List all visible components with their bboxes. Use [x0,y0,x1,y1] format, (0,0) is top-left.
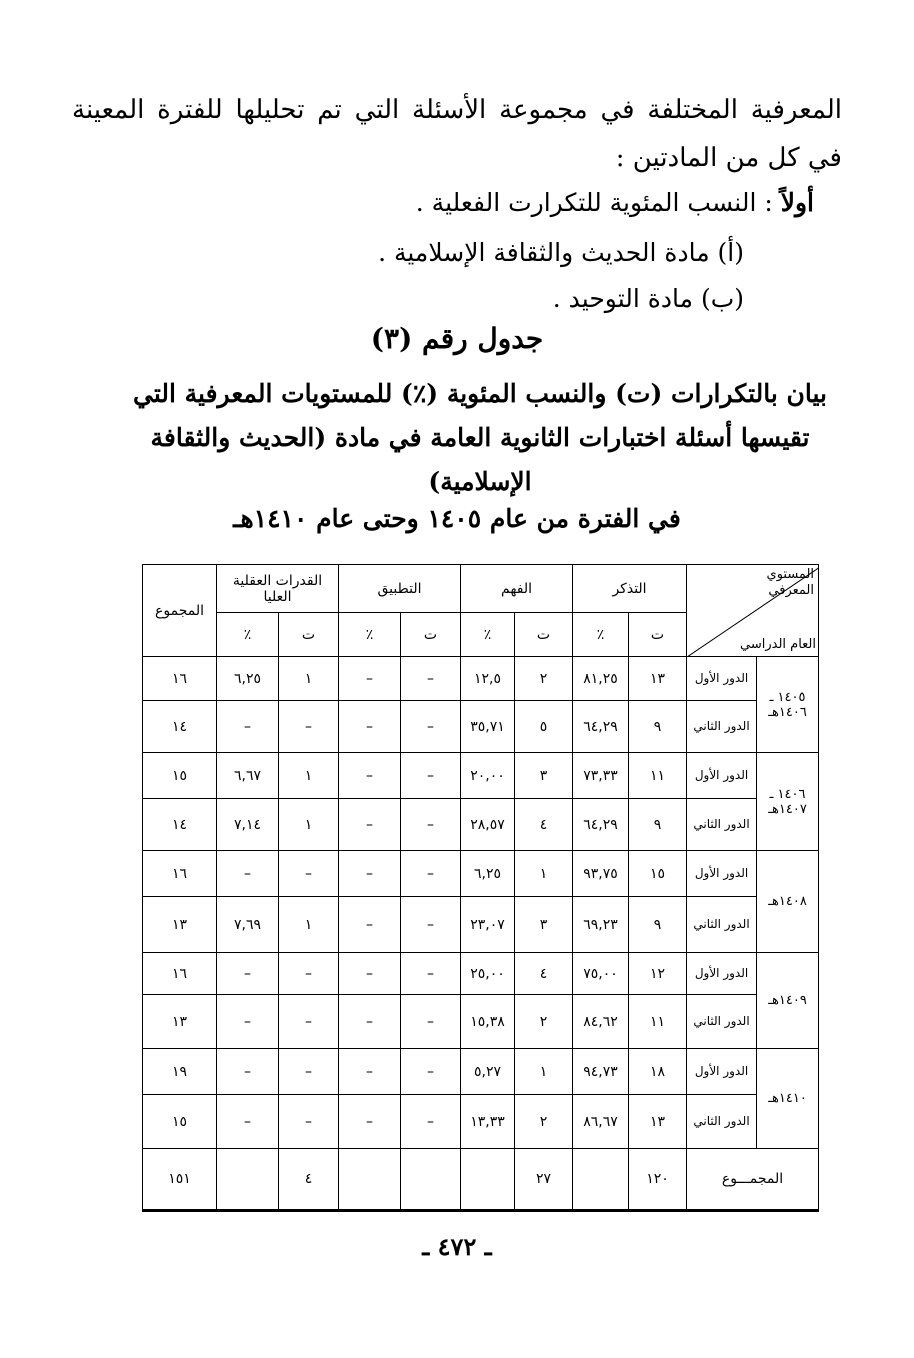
first-text: : النسب المئوية للتكرارت الفعلية . [415,188,773,217]
table-corner-header [687,565,819,657]
header-application: التطبيق [339,565,461,613]
total-recall-t: ١٢٠ [629,1149,687,1211]
comp-t-cell: ٥ [515,701,573,753]
total-cell: ١٤ [143,701,217,753]
item-a: (أ) مادة الحديث والثقافة الإسلامية . [378,238,744,267]
comp-p-cell: ٢٥,٠٠ [461,953,515,995]
comp-t-cell: ٣ [515,753,573,799]
total-cell: ١٤ [143,799,217,851]
total-app-t [401,1149,461,1211]
header-recall: التذكر [573,565,687,613]
recall-t-cell: ١١ [629,753,687,799]
year-cell: ١٤٠٩هـ [757,953,819,1049]
total-high-t: ٤ [279,1149,339,1211]
table-row [143,1095,819,1149]
app-t-cell: – [401,897,461,953]
header-higher-abilities: القدرات العقلية العليا [217,565,339,613]
high-p-cell: – [217,851,279,897]
total-cell: ١٣ [143,897,217,953]
total-cell: ١٩ [143,1049,217,1095]
app-p-cell: – [339,701,401,753]
term-cell: الدور الثاني [687,897,757,953]
recall-p-cell: ٨٦,٦٧ [573,1095,629,1149]
term-cell: الدور الثاني [687,1095,757,1149]
high-t-cell: – [279,701,339,753]
comp-p-cell: ٥,٢٧ [461,1049,515,1095]
term-cell: الدور الأول [687,953,757,995]
high-t-cell: – [279,1095,339,1149]
comp-p-cell: ١٥,٣٨ [461,995,515,1049]
comp-p-cell: ٢٨,٥٧ [461,799,515,851]
comp-p-cell: ١٣,٣٣ [461,1095,515,1149]
sub-t: ت [515,613,573,657]
app-t-cell: – [401,657,461,701]
app-t-cell: – [401,953,461,995]
sub-pct: ٪ [461,613,515,657]
high-p-cell: – [217,953,279,995]
recall-p-cell: ٧٥,٠٠ [573,953,629,995]
recall-t-cell: ١٢ [629,953,687,995]
high-t-cell: ١ [279,753,339,799]
comp-p-cell: ٦,٢٥ [461,851,515,897]
table-caption-period: في الفترة من عام ١٤٠٥ وحتى عام ١٤١٠هـ [233,504,681,533]
table-row [143,799,819,851]
sub-pct: ٪ [573,613,629,657]
high-t-cell: – [279,995,339,1049]
high-p-cell: ٦,٦٧ [217,753,279,799]
high-t-cell: ١ [279,657,339,701]
high-t-cell: – [279,851,339,897]
first-label: أولاً [780,188,814,217]
recall-t-cell: ٩ [629,701,687,753]
total-high-p [217,1149,279,1211]
high-t-cell: ١ [279,897,339,953]
total-cell: ١٦ [143,657,217,701]
recall-t-cell: ١٣ [629,1095,687,1149]
recall-t-cell: ١١ [629,995,687,1049]
high-t-cell: – [279,1049,339,1095]
sub-t: ت [629,613,687,657]
app-p-cell: – [339,851,401,897]
comp-p-cell: ٢٠,٠٠ [461,753,515,799]
table-row [143,701,819,753]
total-comp-p [461,1149,515,1211]
year-cell: ١٤٠٦ ـ ١٤٠٧هـ [757,753,819,851]
total-cell: ١٣ [143,995,217,1049]
grand-total: ١٥١ [143,1149,217,1211]
comp-p-cell: ٣٥,٧١ [461,701,515,753]
recall-t-cell: ١٨ [629,1049,687,1095]
recall-p-cell: ٦٩,٢٣ [573,897,629,953]
recall-p-cell: ٦٤,٢٩ [573,701,629,753]
app-p-cell: – [339,657,401,701]
term-cell: الدور الأول [687,657,757,701]
app-p-cell: – [339,799,401,851]
app-p-cell: – [339,995,401,1049]
high-p-cell: ٧,٦٩ [217,897,279,953]
high-t-cell: – [279,953,339,995]
total-cell: ١٥ [143,1095,217,1149]
total-app-p [339,1149,401,1211]
recall-p-cell: ٨٤,٦٢ [573,995,629,1049]
app-t-cell: – [401,701,461,753]
app-t-cell: – [401,1095,461,1149]
comp-p-cell: ٢٣,٠٧ [461,897,515,953]
sub-pct: ٪ [217,613,279,657]
year-cell: ١٤١٠هـ [757,1049,819,1149]
recall-t-cell: ٩ [629,799,687,851]
recall-t-cell: ١٥ [629,851,687,897]
totals-row [143,1149,819,1211]
app-t-cell: – [401,753,461,799]
comp-t-cell: ٢ [515,1095,573,1149]
year-cell: ١٤٠٥ ـ ١٤٠٦هـ [757,657,819,753]
frequency-table [142,564,819,1212]
total-cell: ١٦ [143,953,217,995]
comp-t-cell: ٢ [515,995,573,1049]
comp-t-cell: ١ [515,851,573,897]
comp-p-cell: ١٢,٥ [461,657,515,701]
sub-t: ت [401,613,461,657]
recall-t-cell: ١٣ [629,657,687,701]
app-t-cell: – [401,995,461,1049]
recall-t-cell: ٩ [629,897,687,953]
total-cell: ١٦ [143,851,217,897]
high-p-cell: ٧,١٤ [217,799,279,851]
high-p-cell: – [217,1095,279,1149]
recall-p-cell: ٩٣,٧٥ [573,851,629,897]
comp-t-cell: ١ [515,1049,573,1095]
term-cell: الدور الأول [687,851,757,897]
table-row [143,753,819,799]
table-row [143,953,819,995]
intro-paragraph: المعرفية المختلفة في مجموعة الأسئلة التي تم تحليلها للفترة المعينة في كل من المادتين : [72,95,842,173]
sub-t: ت [279,613,339,657]
table-title: جدول رقم (٣) [370,322,544,355]
first-heading-line [416,188,814,217]
item-b: (ب) مادة التوحيد . [552,284,744,313]
high-t-cell: ١ [279,799,339,851]
recall-p-cell: ٦٤,٢٩ [573,799,629,851]
app-t-cell: – [401,799,461,851]
recall-p-cell: ٧٣,٣٣ [573,753,629,799]
term-cell: الدور الثاني [687,995,757,1049]
sub-pct: ٪ [339,613,401,657]
totals-label: المجمـــوع [687,1149,819,1211]
app-p-cell: – [339,1095,401,1149]
app-p-cell: – [339,897,401,953]
high-p-cell: – [217,701,279,753]
term-cell: الدور الأول [687,753,757,799]
term-cell: الدور الثاني [687,701,757,753]
total-comp-t: ٢٧ [515,1149,573,1211]
app-t-cell: – [401,1049,461,1095]
app-p-cell: – [339,1049,401,1095]
total-cell: ١٥ [143,753,217,799]
table-row [143,851,819,897]
app-t-cell: – [401,851,461,897]
table-body [143,657,819,1211]
table-row [143,995,819,1049]
high-p-cell: – [217,995,279,1049]
header-total: المجموع [143,565,217,657]
year-cell: ١٤٠٨هـ [757,851,819,953]
page-number: ـ ٤٧٢ ـ [422,1232,492,1261]
app-p-cell: – [339,953,401,995]
high-p-cell: – [217,1049,279,1095]
term-cell: الدور الثاني [687,799,757,851]
total-recall-p [573,1149,629,1211]
corner-level-label: المستوي المعرفي [766,567,815,598]
recall-p-cell: ٩٤,٧٣ [573,1049,629,1095]
table-row [143,1049,819,1095]
header-comprehension: الفهم [461,565,573,613]
term-cell: الدور الأول [687,1049,757,1095]
comp-t-cell: ٢ [515,657,573,701]
high-p-cell: ٦,٢٥ [217,657,279,701]
recall-p-cell: ٨١,٢٥ [573,657,629,701]
comp-t-cell: ٤ [515,799,573,851]
table-row [143,657,819,701]
corner-year-label: العام الدراسي [740,637,817,652]
comp-t-cell: ٣ [515,897,573,953]
comp-t-cell: ٤ [515,953,573,995]
table-caption: بيان بالتكرارات (ت) والنسب المئوية (٪) للمستويات المعرفية التي تقيسها أسئلة اختبارات الثانوية العامة في مادة (الحديث والثقافة الإسلامية) [132,379,828,496]
app-p-cell: – [339,753,401,799]
table-row [143,897,819,953]
